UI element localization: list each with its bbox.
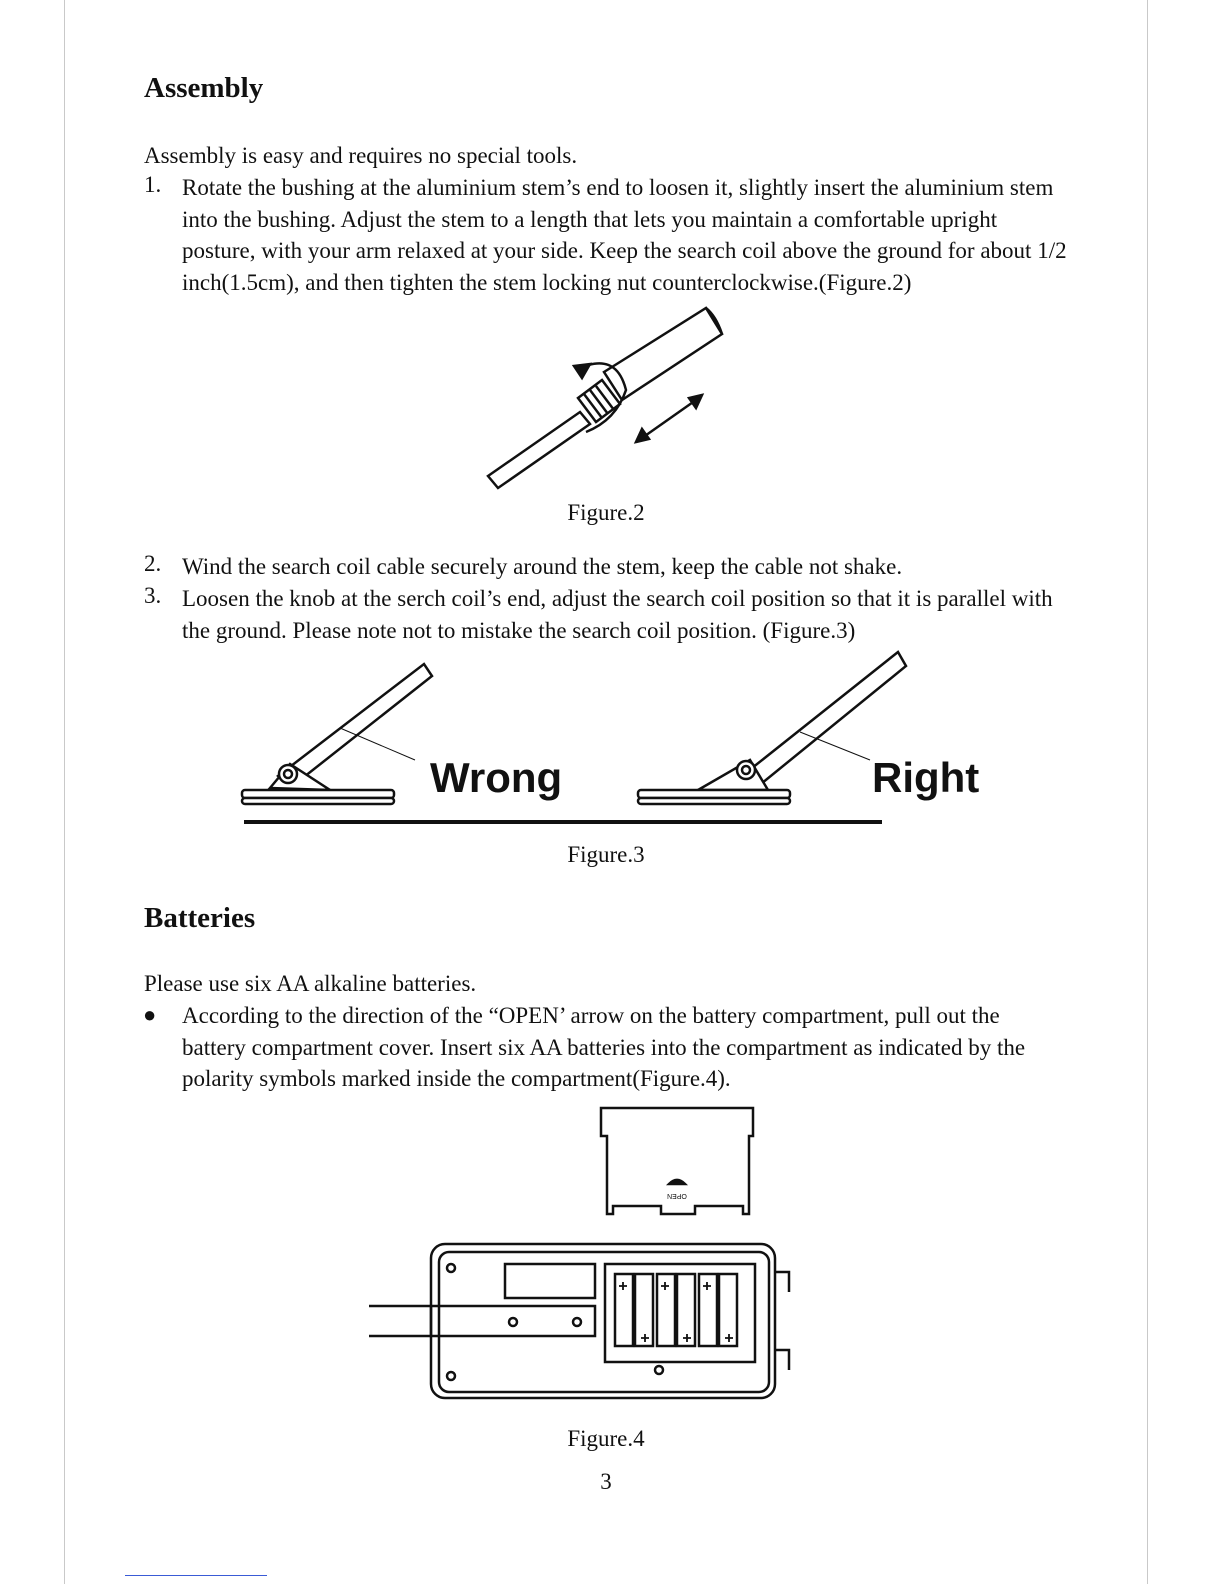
step-1-text: Rotate the bushing at the aluminium stem’s end to loosen it, slightly insert the aluminium stem into the bushing. Adjust the stem to a length that lets you maintain a comfortable upright posture, with your arm relaxed at your side. Keep the search coil above the ground for about 1/2 inch(1.5cm), and then tighten the stem locking nut counterclockwise.(Figure.2) [182, 175, 1067, 296]
wrong-coil [242, 664, 432, 804]
battery-cells [615, 1274, 737, 1346]
step-2-number: 2. [144, 551, 162, 576]
step-2-text: Wind the search coil cable securely around the stem, keep the cable not shake. [182, 554, 903, 579]
page-border-left [64, 0, 65, 1584]
step-1-number: 1. [144, 172, 162, 197]
assembly-heading: Assembly [144, 72, 264, 104]
batteries-heading: Batteries [144, 902, 256, 934]
figure-4-battery-compartment-diagram [365, 1102, 805, 1412]
lower-stem [488, 412, 590, 488]
open-cover-label: OPEN [667, 1192, 687, 1199]
bullet-dot: ● [143, 1002, 157, 1027]
batteries-intro: Please use six AA alkaline batteries. [144, 971, 477, 996]
figure-4-caption: Figure.4 [567, 1426, 645, 1451]
page-number: 3 [600, 1469, 612, 1494]
figure-2-stem-diagram [470, 300, 740, 500]
right-coil [638, 652, 906, 804]
figure-2-caption: Figure.2 [567, 500, 645, 525]
upper-stem [604, 308, 722, 400]
step-3-text: Loosen the knob at the serch coil’s end, adjust the search coil position so that it is parallel with the ground. Please note not to mistake the search coil position. (Figure.3) [182, 586, 1053, 643]
assembly-intro: Assembly is easy and requires no special tools. [144, 143, 578, 168]
page-border-right [1147, 0, 1148, 1584]
step-3-number: 3. [144, 583, 162, 608]
figure-3-caption: Figure.3 [567, 842, 645, 867]
footnote-separator [125, 1575, 267, 1576]
figure-3-coil-position-diagram [230, 648, 1000, 828]
right-label: Right [872, 754, 980, 801]
wrong-label: Wrong [430, 754, 563, 801]
batteries-bullet-text: According to the direction of the “OPEN’ arrow on the battery compartment, pull out the battery compartment cover. Insert six AA batteries into the compartment as indicated by the polarity symbols marked inside the compartment(Figure.4). [182, 1003, 1026, 1092]
